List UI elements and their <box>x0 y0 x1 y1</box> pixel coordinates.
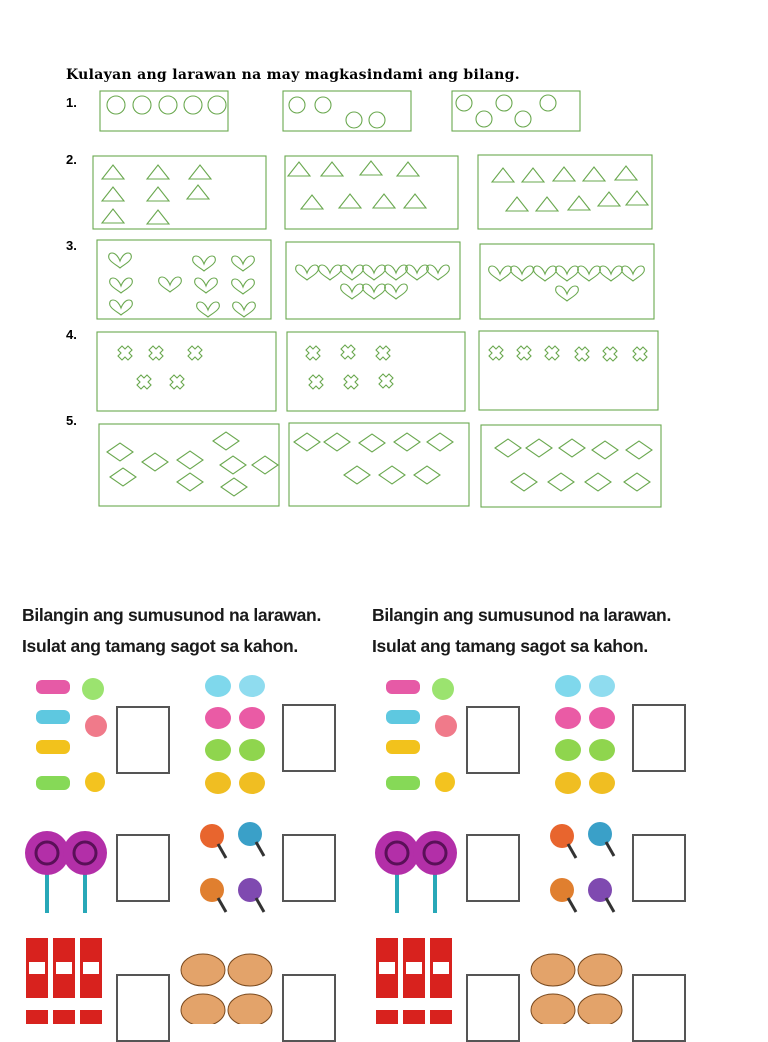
heart <box>195 278 218 293</box>
shape-exercise <box>0 0 768 520</box>
heart <box>406 265 429 280</box>
heart <box>110 278 133 293</box>
heart <box>109 253 132 268</box>
circle <box>107 96 125 114</box>
bread-bun-group <box>531 954 622 1024</box>
cross <box>633 347 647 361</box>
row-number-4: 4. <box>66 327 77 342</box>
heart <box>511 266 534 281</box>
triangle <box>373 194 395 208</box>
triangle <box>339 194 361 208</box>
answer-box[interactable] <box>466 834 520 902</box>
bread-bun-group <box>181 954 272 1024</box>
triangle <box>615 166 637 180</box>
row5-box-c <box>481 425 661 507</box>
counting-panel-right <box>370 598 700 1024</box>
diamond <box>359 434 385 452</box>
circle <box>456 95 472 111</box>
small-lollipop-group <box>200 822 264 912</box>
wrapped-candy-group <box>386 678 457 792</box>
circle <box>315 97 331 113</box>
lollipop-group <box>25 831 107 913</box>
heart <box>556 286 579 301</box>
heart <box>385 265 408 280</box>
diamond <box>252 456 278 474</box>
triangle <box>321 162 343 176</box>
answer-box[interactable] <box>116 834 170 902</box>
triangle <box>288 162 310 176</box>
circle <box>346 112 362 128</box>
diamond <box>379 466 405 484</box>
diamond <box>324 433 350 451</box>
heart <box>600 266 623 281</box>
heart <box>556 266 579 281</box>
diamond <box>548 473 574 491</box>
small-lollipop-group <box>550 822 614 912</box>
triangle <box>568 196 590 210</box>
answer-box[interactable] <box>116 974 170 1042</box>
cross <box>137 375 151 389</box>
heart <box>159 277 182 292</box>
heart <box>232 279 255 294</box>
row4-box-c <box>479 331 658 410</box>
cross <box>603 347 617 361</box>
cross <box>309 375 323 389</box>
heart <box>197 302 220 317</box>
cross <box>379 374 393 388</box>
diamond <box>585 473 611 491</box>
answer-box[interactable] <box>632 974 686 1042</box>
heart <box>110 300 133 315</box>
circle <box>476 111 492 127</box>
cross <box>575 347 589 361</box>
circle <box>159 96 177 114</box>
answer-box[interactable] <box>282 974 336 1042</box>
counting-heading: Bilangin ang sumusunod na larawan. Isulat ang tamang sagot sa kahon. <box>372 605 672 656</box>
row5-box-b <box>289 423 469 506</box>
diamond <box>559 439 585 457</box>
row-number-1: 1. <box>66 95 77 110</box>
heart <box>578 266 601 281</box>
diamond <box>526 439 552 457</box>
bow-candy-group <box>555 675 615 794</box>
counting-heading: Bilangin ang sumusunod na larawan. Isulat ang tamang sagot sa kahon. <box>22 605 322 656</box>
row-number-2: 2. <box>66 152 77 167</box>
heart <box>296 265 319 280</box>
cross <box>489 346 503 360</box>
heart <box>427 265 450 280</box>
heart <box>534 266 557 281</box>
triangle <box>147 210 169 224</box>
circle <box>496 95 512 111</box>
row-number-3: 3. <box>66 238 77 253</box>
heart <box>319 265 342 280</box>
row1-box-c <box>452 91 580 131</box>
cross <box>545 346 559 360</box>
triangle <box>189 165 211 179</box>
diamond <box>177 451 203 469</box>
row3-box-b <box>286 242 460 319</box>
cross <box>376 346 390 360</box>
wrapped-candy-group <box>36 678 107 792</box>
triangle <box>102 187 124 201</box>
lollipop-group <box>375 831 457 913</box>
circle <box>515 111 531 127</box>
triangle <box>360 161 382 175</box>
diamond <box>213 432 239 450</box>
circle <box>289 97 305 113</box>
candy-illustrations <box>20 598 350 1024</box>
counting-panel-left <box>20 598 350 1024</box>
diamond <box>294 433 320 451</box>
answer-box[interactable] <box>116 706 170 774</box>
heart <box>363 265 386 280</box>
milk-carton-group <box>26 938 102 1024</box>
row4-box-a <box>97 332 276 411</box>
triangle <box>102 165 124 179</box>
diamond <box>592 441 618 459</box>
diamond <box>142 453 168 471</box>
diamond <box>394 433 420 451</box>
diamond <box>221 478 247 496</box>
triangle <box>492 168 514 182</box>
cross <box>344 375 358 389</box>
triangle <box>404 194 426 208</box>
heart <box>489 266 512 281</box>
diamond <box>626 441 652 459</box>
milk-carton-group <box>376 938 452 1024</box>
answer-box[interactable] <box>282 834 336 902</box>
cross <box>517 346 531 360</box>
answer-box[interactable] <box>466 706 520 774</box>
triangle <box>147 165 169 179</box>
triangle <box>506 197 528 211</box>
row-number-5: 5. <box>66 413 77 428</box>
candy-illustrations <box>370 598 700 1024</box>
triangle <box>187 185 209 199</box>
diamond <box>624 473 650 491</box>
cross <box>170 375 184 389</box>
heart <box>233 302 256 317</box>
cross <box>118 346 132 360</box>
diamond <box>110 468 136 486</box>
circle <box>184 96 202 114</box>
heart <box>385 284 408 299</box>
triangle <box>626 191 648 205</box>
worksheet-instruction: Kulayan ang larawan na may magkasindami ang bilang. <box>66 67 520 83</box>
row2-box-b <box>285 156 458 229</box>
cross <box>306 346 320 360</box>
answer-box[interactable] <box>466 974 520 1042</box>
diamond <box>427 433 453 451</box>
heart <box>193 256 216 271</box>
answer-box[interactable] <box>282 704 336 772</box>
circle <box>540 95 556 111</box>
triangle <box>583 167 605 181</box>
triangle <box>553 167 575 181</box>
cross <box>341 345 355 359</box>
heart <box>341 284 364 299</box>
triangle <box>301 195 323 209</box>
heart <box>341 265 364 280</box>
cross <box>149 346 163 360</box>
triangle <box>598 192 620 206</box>
cross <box>188 346 202 360</box>
triangle <box>147 187 169 201</box>
row2-box-a <box>93 156 266 229</box>
answer-box[interactable] <box>632 834 686 902</box>
circle <box>133 96 151 114</box>
triangle <box>102 209 124 223</box>
diamond <box>177 473 203 491</box>
bow-candy-group <box>205 675 265 794</box>
circle <box>208 96 226 114</box>
heart <box>232 256 255 271</box>
diamond <box>414 466 440 484</box>
diamond <box>495 439 521 457</box>
diamond <box>511 473 537 491</box>
triangle <box>522 168 544 182</box>
triangle <box>536 197 558 211</box>
heart <box>363 284 386 299</box>
diamond <box>220 456 246 474</box>
answer-box[interactable] <box>632 704 686 772</box>
circle <box>369 112 385 128</box>
diamond <box>107 443 133 461</box>
heart <box>622 266 645 281</box>
diamond <box>344 466 370 484</box>
triangle <box>397 162 419 176</box>
row4-box-b <box>287 332 465 411</box>
